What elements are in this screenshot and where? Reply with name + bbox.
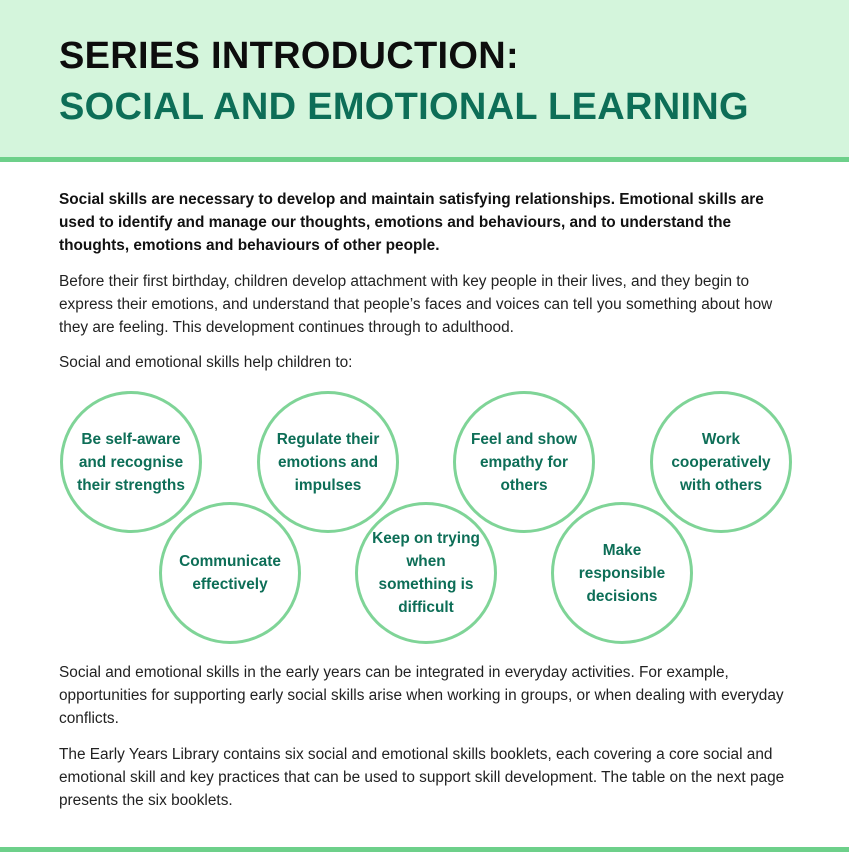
outro-paragraph-2: The Early Years Library contains six social and emotional skills booklets, each covering a core social and emotional skill and key practices that can be used to support skill development. The table on the next page presents the six booklets. [59,746,785,809]
skill-label: Feel and show empathy for others [470,430,578,494]
skill-circle-regulate [257,391,399,533]
intro-bold-paragraph: Social skills are necessary to develop and maintain satisfying relationships. Emotional skills are used to identify and manage our thoughts, emotions and behaviours, and to understand the thoughts, emotions and behaviours of other people. [59,191,764,254]
skill-label: Keep on trying when something is difficult [372,530,480,616]
page-title: SERIES INTRODUCTION: [59,35,519,77]
skill-circle-self-aware [60,391,202,533]
page-header [0,0,849,162]
skill-label: Make responsible decisions [578,541,666,605]
skills-lead-in: Social and emotional skills help children to: [59,354,353,371]
intro-paragraph: Before their first birthday, children develop attachment with key people in their lives, and they begin to express their emotions, and understand that people’s faces and voices can tell you something about how they are feeling. This development continues through to adulthood. [59,273,773,336]
skill-circle-communicate [159,502,301,644]
skill-label: Be self-aware and recognise their strengths [77,430,185,494]
skill-circle-keep-trying [355,502,497,644]
skill-label: Work cooperatively with others [671,430,771,494]
page-subtitle: SOCIAL AND EMOTIONAL LEARNING [59,86,749,128]
skill-circle-cooperate [650,391,792,533]
footer-divider [0,847,849,852]
outro-paragraph-1: Social and emotional skills in the early years can be integrated in everyday activities. For example, opportunities for supporting early social skills arise when working in groups, or when dealing with everyday conflicts. [59,664,784,727]
skill-label: Communicate effectively [179,553,281,593]
skill-circle-decisions [551,502,693,644]
skill-circle-empathy [453,391,595,533]
skill-label: Regulate their emotions and impulses [276,430,380,494]
